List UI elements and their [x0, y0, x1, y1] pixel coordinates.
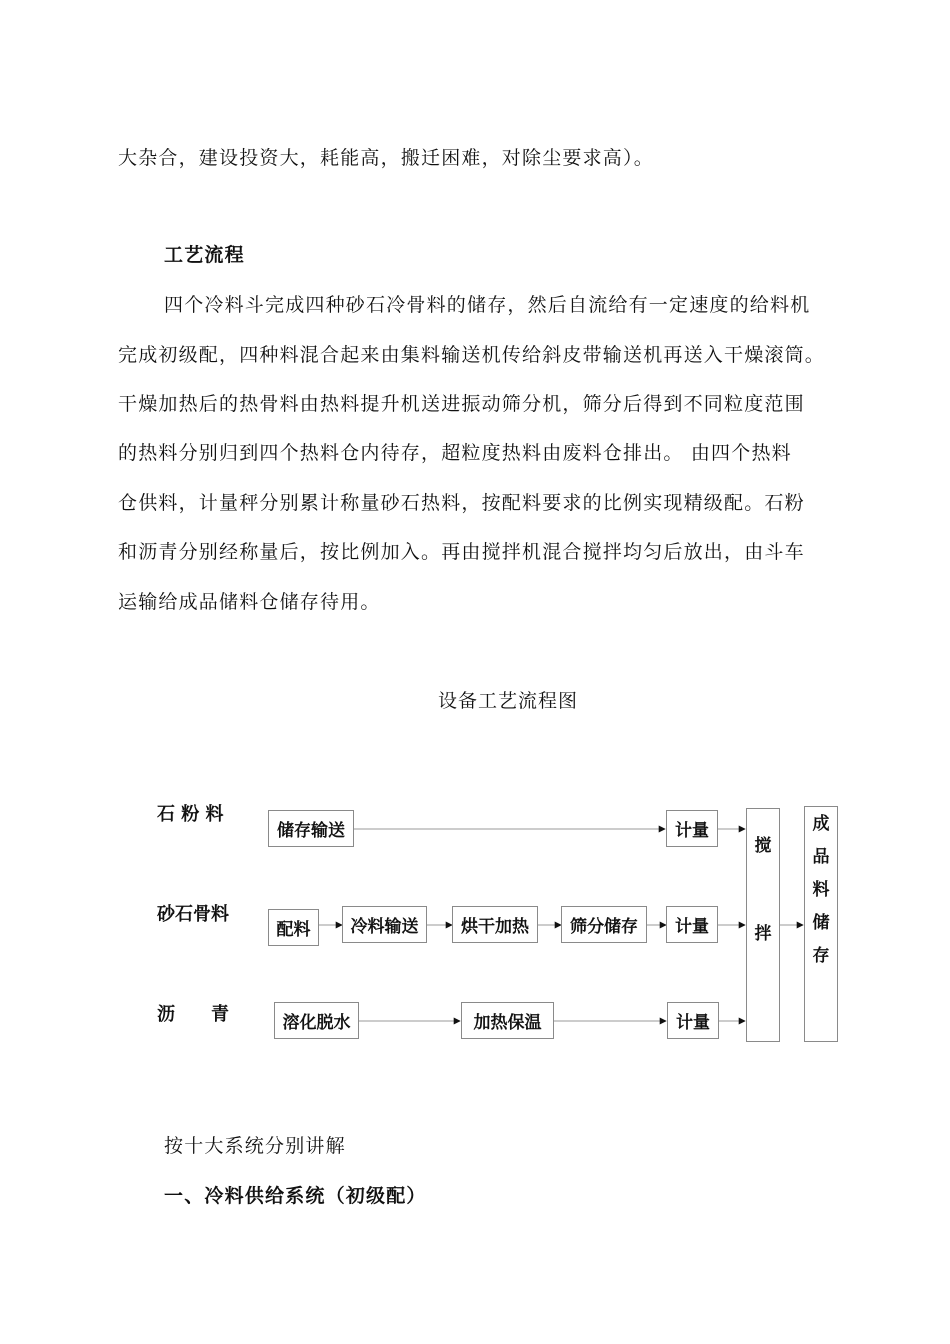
box-storage-conveying: 储存输送: [268, 810, 354, 847]
mixer-char-2: 拌: [754, 924, 772, 944]
ten-systems-line: 按十大系统分别讲解: [164, 1135, 346, 1157]
box-batching: 配料: [268, 909, 319, 946]
box-drying-heating: 烘干加热: [452, 906, 538, 943]
process-line-2: 完成初级配，四种料混合起来由集料输送机传给斜皮带输送机再送入干燥滚筒。: [118, 344, 826, 366]
process-line-7: 运输给成品储料仓储存待用。: [118, 591, 381, 613]
box-cold-conveying: 冷料输送: [342, 906, 427, 943]
row-label-stone-powder: 石 粉 料: [157, 804, 224, 825]
process-line-6: 和沥青分别经称量后，按比例加入。再由搅拌机混合搅拌均匀后放出，由斗车: [118, 541, 805, 563]
box-screening-storage: 筛分储存: [561, 906, 647, 943]
subsection-heading: 一、冷料供给系统（初级配）: [164, 1185, 427, 1207]
storage-char-5: 存: [812, 946, 830, 966]
box-weighing-1: 计量: [666, 810, 718, 847]
mixer-char-1: 搅: [754, 836, 772, 856]
box-melting-dewatering: 溶化脱水: [274, 1002, 359, 1039]
box-heating-insulation: 加热保温: [461, 1002, 554, 1039]
paragraph-top: 大杂合，建设投资大，耗能高，搬迁困难，对除尘要求高）。: [118, 147, 654, 169]
process-line-5: 仓供料，计量秤分别累计称量砂石热料，按配料要求的比例实现精级配。石粉: [118, 492, 805, 514]
process-line-1: 四个冷料斗完成四种砂石冷骨料的储存，然后自流给有一定速度的给料机: [164, 294, 811, 316]
process-line-4: 的热料分别归到四个热料仓内待存，超粒度热料由废料仓排出。 由四个热料: [118, 442, 792, 464]
box-finished-storage: [804, 806, 838, 1042]
storage-char-2: 品: [812, 847, 830, 867]
section-heading: 工艺流程: [164, 244, 245, 266]
process-line-3: 干燥加热后的热骨料由热料提升机送进振动筛分机，筛分后得到不同粒度范围: [118, 393, 805, 415]
box-mixer: [746, 808, 780, 1042]
storage-char-1: 成: [812, 814, 830, 834]
box-weighing-3: 计量: [667, 1002, 719, 1039]
row-label-asphalt: 沥 青: [157, 1004, 229, 1025]
storage-char-3: 料: [812, 880, 830, 900]
storage-char-4: 储: [812, 913, 830, 933]
figure-caption: 设备工艺流程图: [437, 690, 578, 712]
box-weighing-2: 计量: [666, 906, 718, 943]
row-label-aggregate: 砂石骨料: [157, 904, 229, 925]
